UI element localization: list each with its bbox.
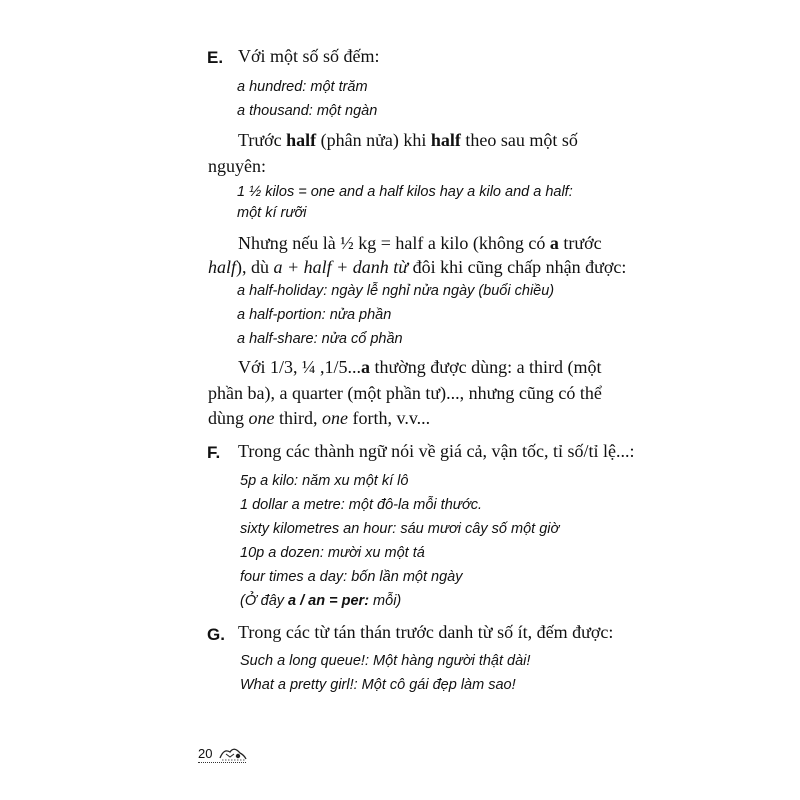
fraction-paragraph-line-2: phần ba), a quarter (một phần tư)..., nhưng cũng có thể	[208, 383, 602, 403]
example-line: một kí rưỡi	[237, 205, 307, 221]
example-line: sixty kilometres an hour: sáu mươi cây số một giờ	[240, 521, 560, 537]
italic-term: half	[208, 257, 237, 277]
note-line	[240, 593, 401, 609]
example-line: a half-holiday: ngày lễ nghỉ nửa ngày (buổi chiều)	[237, 283, 555, 299]
example-line: What a pretty girl!: Một cô gái đẹp làm sao!	[240, 677, 516, 693]
text-span: Với 1/3, ¼ ,1/5...	[238, 357, 362, 377]
example-line: Such a long queue!: Một hàng người thật dài!	[240, 653, 531, 669]
example-line: 1 ½ kilos = one and a half kilos hay a kilo and a half:	[237, 184, 573, 200]
text-span: ), dù	[236, 257, 274, 277]
text-span: Trước	[238, 130, 287, 150]
page-number: 20	[198, 746, 213, 761]
example-line: four times a day: bốn lần một ngày	[240, 569, 463, 585]
text-span: forth, v.v...	[348, 408, 431, 428]
footer-dotted-rule	[198, 762, 246, 763]
italic-term: one	[322, 408, 348, 428]
section-letter-f: F.	[207, 443, 221, 462]
fraction-paragraph-line-3	[208, 408, 430, 429]
example-line: a thousand: một ngàn	[237, 103, 378, 119]
example-line: 1 dollar a metre: một đô-la mỗi thước.	[240, 497, 482, 513]
text-span: thường được dùng: a third (một	[370, 357, 602, 377]
text-span: theo sau một số	[460, 130, 578, 150]
text-span: dùng	[208, 408, 249, 428]
text-span: third,	[274, 408, 322, 428]
text-span: mỗi)	[369, 593, 402, 609]
section-f-heading: Trong các thành ngữ nói về giá cả, vận tốc, tỉ số/tỉ lệ...:	[238, 441, 635, 461]
bold-term: a	[549, 233, 559, 253]
bold-term: half	[286, 130, 317, 150]
text-span: (Ở đây	[240, 593, 289, 609]
bold-term: half	[430, 130, 461, 150]
but-paragraph-line-1	[238, 233, 602, 254]
example-line: a half-share: nửa cổ phần	[237, 331, 403, 347]
section-letter-g: G.	[207, 625, 225, 644]
cartoon-logo-icon	[218, 744, 248, 762]
fraction-paragraph-line-1	[238, 357, 602, 378]
half-paragraph-line-1	[238, 130, 578, 151]
text-span: đôi khi cũng chấp nhận được:	[408, 257, 627, 277]
text-span: trước	[558, 233, 602, 253]
example-line: 5p a kilo: năm xu một kí lô	[240, 473, 409, 489]
italic-term: one	[248, 408, 275, 428]
but-paragraph-line-2	[208, 257, 626, 278]
italic-term: a + half + danh từ	[273, 257, 409, 277]
half-paragraph-line-2: nguyên:	[208, 156, 266, 176]
section-e-heading: Với một số số đếm:	[238, 46, 380, 66]
example-line: a hundred: một trăm	[237, 79, 368, 95]
text-span: Nhưng nếu là ½ kg = half a kilo (không có	[238, 233, 550, 253]
text-span: (phân nửa) khi	[316, 130, 431, 150]
section-letter-e: E.	[207, 48, 224, 67]
section-g-heading: Trong các từ tán thán trước danh từ số ít, đếm được:	[238, 622, 614, 642]
example-line: 10p a dozen: mười xu một tá	[240, 545, 425, 561]
example-line: a half-portion: nửa phần	[237, 307, 392, 323]
bold-term: a / an = per:	[288, 593, 370, 609]
bold-term: a	[361, 357, 371, 377]
